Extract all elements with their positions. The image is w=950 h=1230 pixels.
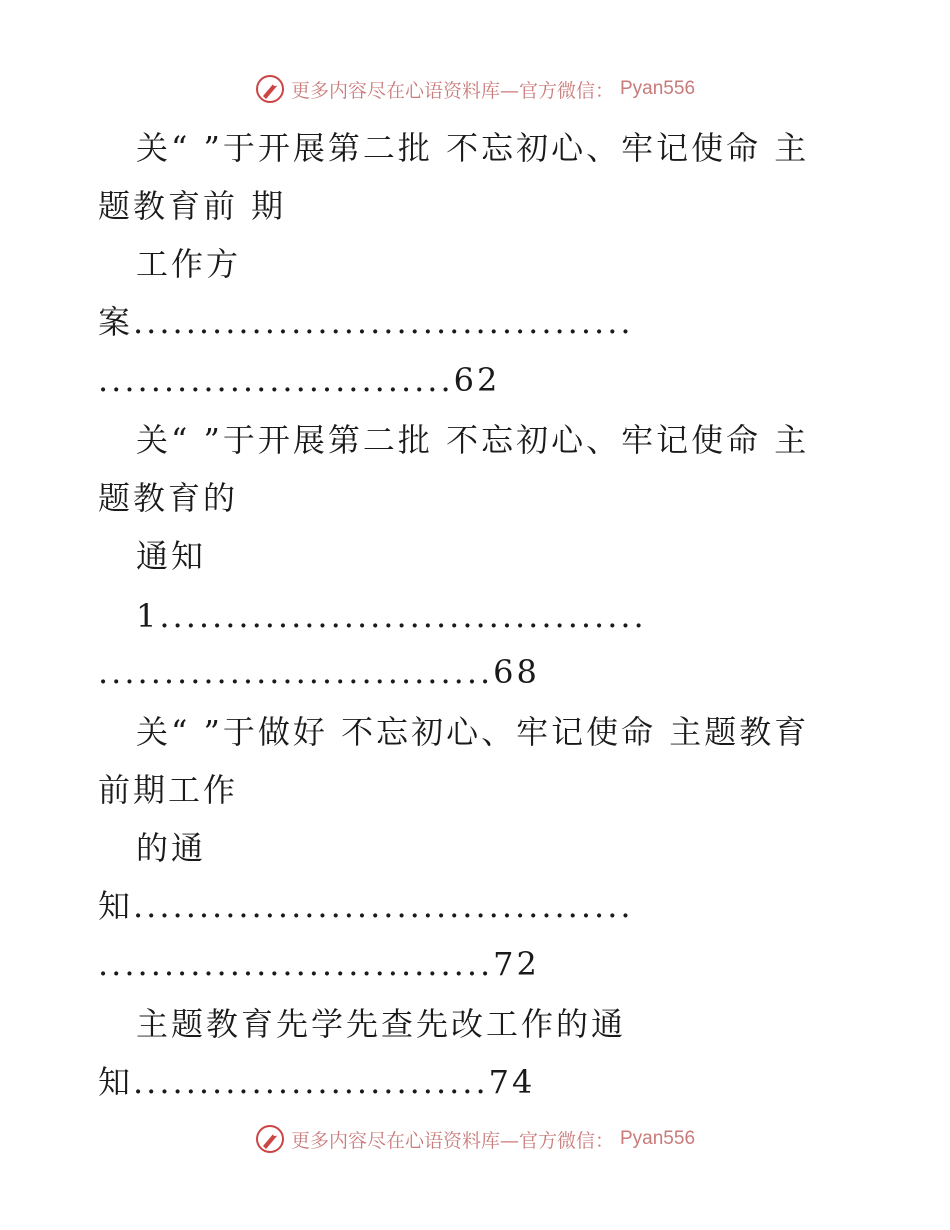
toc-line-7: 题教育的 (98, 479, 239, 517)
header-watermark (0, 74, 950, 104)
toc-line-17: 知...........................74 (98, 1063, 536, 1101)
toc-line-11: 关“ ”于做好 不忘初心、牢记使命 主题教育 (136, 713, 810, 751)
watermark-id: Pyan556 (620, 78, 696, 99)
watermark-text: 更多内容尽在心语资料库—官方微信： (290, 79, 614, 102)
toc-line-1: 关“ ”于开展第二批 不忘初心、牢记使命 主 (136, 129, 810, 167)
toc-line-4: 案...................................... (98, 303, 634, 341)
pen-logo-icon (255, 1124, 285, 1154)
toc-line-6: 关“ ”于开展第二批 不忘初心、牢记使命 主 (136, 421, 810, 459)
toc-line-3: 工作方 (136, 245, 242, 283)
pen-logo-icon (255, 74, 285, 104)
watermark-id: Pyan556 (620, 1128, 696, 1149)
toc-line-16: 主题教育先学先查先改工作的通 (136, 1005, 627, 1043)
toc-line-5: ...........................62 (98, 361, 501, 399)
toc-line-13: 的通 (136, 829, 207, 867)
toc-line-12: 前期工作 (98, 771, 239, 809)
toc-line-2: 题教育前 期 (98, 187, 287, 225)
toc-line-10: ..............................68 (98, 653, 540, 691)
toc-line-14: 知...................................... (98, 887, 634, 925)
toc-line-15: ..............................72 (98, 945, 540, 983)
watermark-text: 更多内容尽在心语资料库—官方微信： (290, 1129, 614, 1152)
toc-line-8: 通知 (136, 537, 207, 575)
footer-watermark (0, 1124, 950, 1154)
toc-line-9: 1..................................... (136, 597, 647, 635)
